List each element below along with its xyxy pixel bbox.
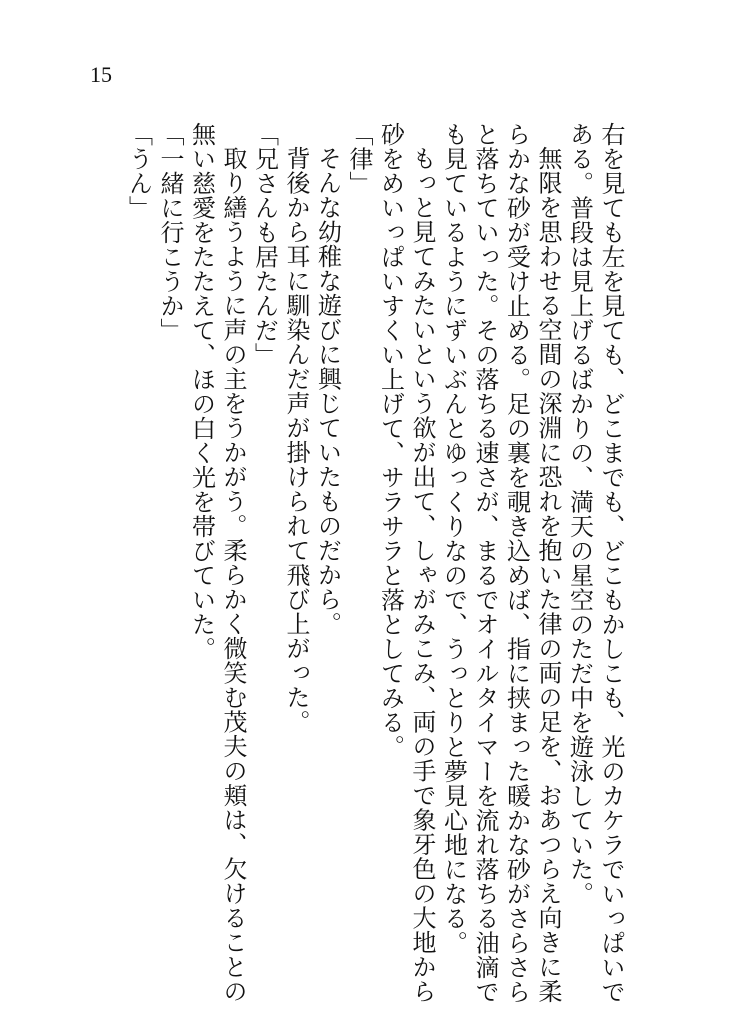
text-line-10: そんな幼稚な遊びに興じていたものだから。 [313, 146, 342, 636]
text-line-12: 「兄さんも居たんだ」 [250, 122, 279, 367]
text-line-15: 「一緒に行こうか」 [156, 122, 184, 343]
text-line-3: 無限を思わせる空間の深淵に恐れを抱いた律の両の足を、おあつらえ向きに柔 [534, 146, 562, 1004]
text-line-2: ある。普段は見上げるばかりの、満天の星空のただ中を遊泳していた。 [565, 122, 594, 906]
text-line-8: 砂をめいっぱいすくい上げて、サラサラと落としてみる。 [376, 122, 405, 759]
text-line-14: 無い慈愛をたたえて、ほの白く光を帯びていた。 [187, 122, 216, 661]
text-line-7: もっと見てみたいという欲が出て、しゃがみこみ、両の手で象牙色の大地から [408, 146, 436, 1004]
page-number: 15 [90, 62, 112, 87]
text-line-4: らかな砂が受け止める。足の裏を覗き込めば、指に挟まった暖かな砂がさらさら [502, 122, 531, 1004]
text-line-16: 「うん」 [124, 122, 153, 220]
vertical-text-body [122, 122, 626, 1004]
text-line-1: 右を見ても左を見ても、どこまでも、どこもかしこも、光のカケラでいっぱいで [597, 122, 625, 1004]
text-line-6: も見ているようにずいぶんとゆっくりなので、うっとりと夢見心地になる。 [439, 122, 468, 955]
text-line-13: 取り繕うように声の主をうかがう。柔らかく微笑む茂夫の頬は、欠けることの [219, 146, 247, 1004]
text-line-11: 背後から耳に馴染んだ声が掛けられて飛び上がった。 [282, 146, 310, 734]
text-line-5: と落ちていった。その落ちる速さが、まるでオイルタイマーを流れ落ちる油滴で [471, 122, 499, 1004]
text-line-9: 「律」 [345, 122, 373, 196]
